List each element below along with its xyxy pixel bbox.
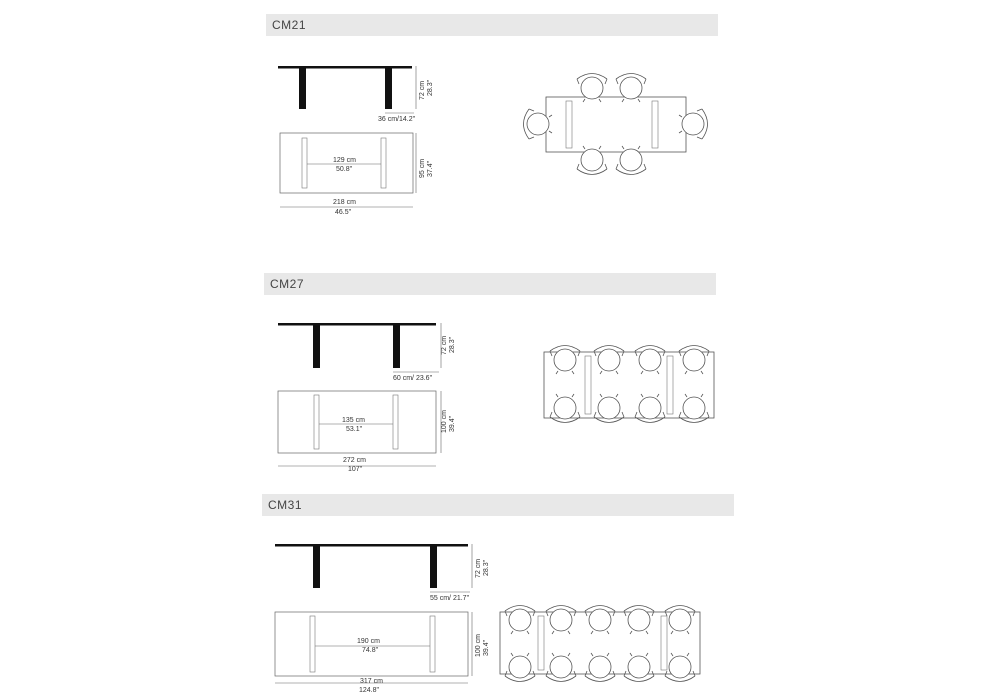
cm31-length-in: 124.8" [359, 687, 380, 694]
cm31-length-cm: 317 cm [360, 678, 383, 685]
cm21-span-cm: 129 cm [333, 157, 356, 164]
cm27-depth-in: 39.4" [449, 415, 456, 432]
cm21-length-in: 46.5" [335, 209, 352, 216]
cm21-height-in: 28.3" [427, 79, 434, 96]
cm21-depth-cm: 95 cm [419, 158, 426, 178]
cm21-leg-offset: 36 cm/14.2" [378, 116, 416, 123]
cm27-length-in: 107" [348, 466, 363, 473]
cm27-title: CM27 [270, 277, 305, 291]
cm31-seating-plan [500, 606, 700, 682]
cm27-seating-plan [544, 346, 714, 423]
cm31-depth-cm: 100 cm [475, 634, 482, 657]
cm27-leg-offset: 60 cm/ 23.6" [393, 375, 433, 382]
cm27-depth-cm: 100 cm [441, 410, 448, 433]
cm21-seating-plan [524, 74, 708, 175]
cm27-span-cm: 135 cm [342, 417, 365, 424]
cm21-side-view [278, 66, 416, 113]
cm31-side-view [275, 544, 472, 592]
cm31-span-cm: 190 cm [357, 638, 380, 645]
cm27-side-view [278, 323, 441, 372]
cm27-length-cm: 272 cm [343, 457, 366, 464]
cm27-height-cm: 72 cm [441, 335, 448, 355]
cm21-height-cm: 72 cm [419, 80, 426, 100]
cm21-length-cm: 218 cm [333, 199, 356, 206]
cm21-depth-in: 37.4" [427, 160, 434, 177]
cm31-depth-in: 39.4" [483, 639, 490, 656]
cm27-span-in: 53.1" [346, 426, 363, 433]
cm31-height-cm: 72 cm [475, 558, 482, 578]
cm21-span-in: 50.8" [336, 166, 353, 173]
cm31-span-in: 74.8" [362, 647, 379, 654]
cm27-height-in: 28.3" [449, 336, 456, 353]
cm21-title: CM21 [272, 18, 307, 32]
cm31-height-in: 28.3" [483, 559, 490, 576]
cm31-leg-offset: 55 cm/ 21.7" [430, 595, 470, 602]
cm31-title: CM31 [268, 498, 303, 512]
